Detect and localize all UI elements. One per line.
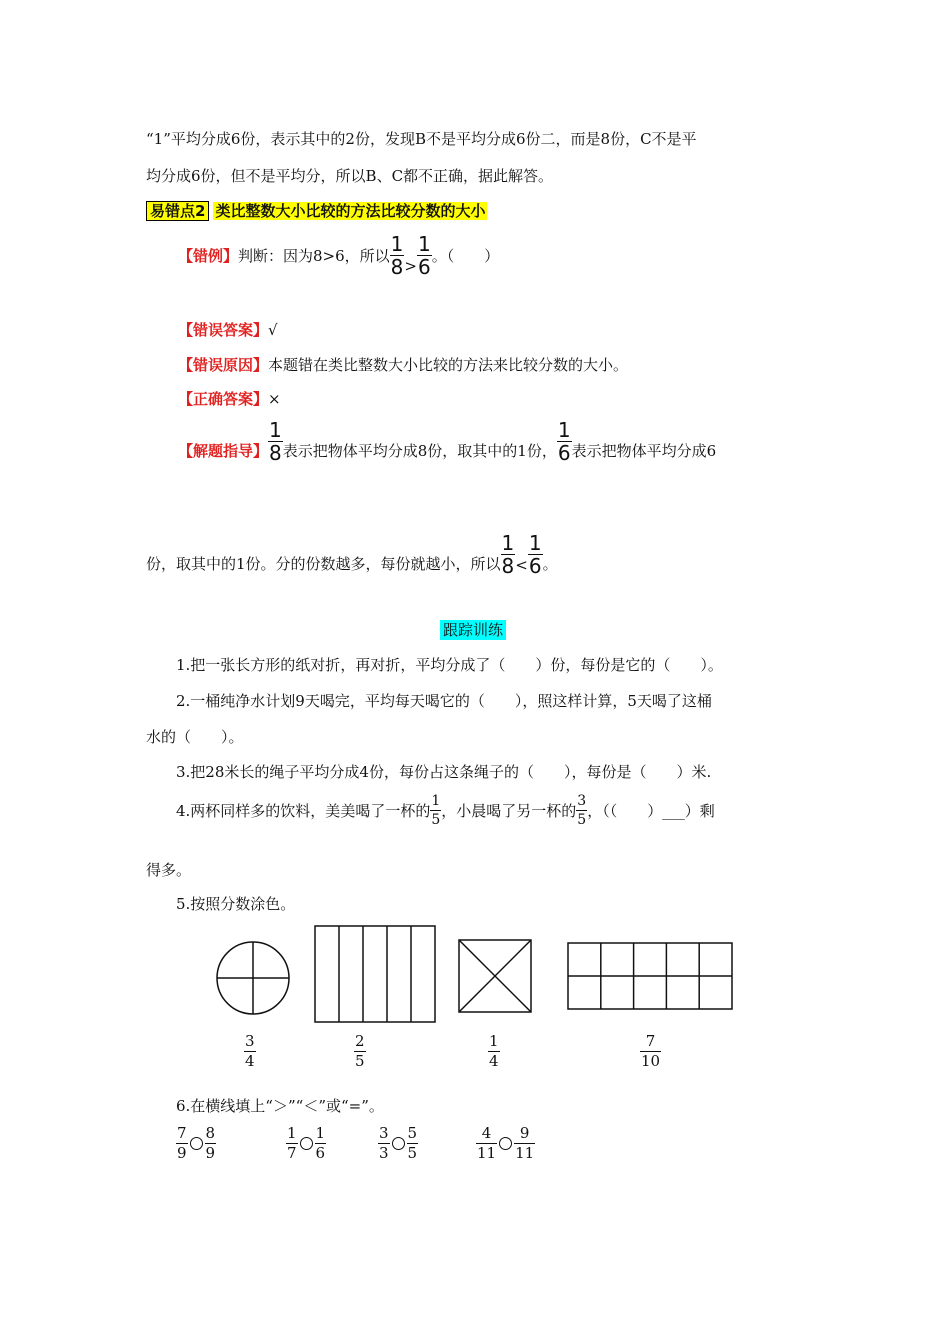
wrong-answer-label: 【错误答案】: [178, 321, 269, 339]
square-diagonals-shape: [458, 939, 532, 1013]
guide-op: <: [515, 556, 528, 574]
example-text-before: 判断：因为8>6，所以: [238, 247, 390, 265]
example-op: >: [404, 257, 417, 275]
example-label: 【错例】: [178, 247, 239, 265]
question-4-text-a: 4.两杯同样多的饮料，美美喝了一杯的: [176, 802, 431, 820]
wrong-reason-label: 【错误原因】: [178, 356, 269, 374]
correct-answer-value: ×: [268, 390, 281, 408]
question-4-text-c: ，（（ ）___）剩: [587, 802, 715, 820]
q6-pair-3[interactable]: $\frac{3}{3}$ $\frac{5}{5}$: [379, 1124, 418, 1162]
guide-row-1: [178, 420, 716, 463]
wrong-answer-row: [178, 319, 278, 340]
question-2-line-1: 2.一桶纯净水计划9天喝完，平均每天喝它的（ ），照这样计算，5天喝了这桶: [176, 692, 712, 710]
q5-frac-2: $\frac{2}{5}$: [355, 1032, 365, 1070]
example-frac-b: $\frac{1}{6}$: [417, 232, 431, 279]
grid-tenths-shape: [567, 942, 733, 1010]
guide-text-2: 表示把物体平均分成6: [571, 442, 717, 460]
q6-pair-2[interactable]: $\frac{1}{7}$ $\frac{1}{6}$: [287, 1124, 326, 1162]
guide-frac-b: $\frac{1}{6}$: [557, 418, 571, 465]
intro-line-1: “1”平均分成6份，表示其中的2份，发现B不是平均分成6份二，而是8份，C不是平: [146, 130, 697, 148]
example-text-after: 。（ ）: [431, 247, 500, 265]
wrong-reason-value: 本题错在类比整数大小比较的方法来比较分数的大小。: [268, 356, 629, 374]
guide-frac-d: $\frac{1}{6}$: [528, 531, 542, 578]
question-4-frac-1: $\frac{1}{5}$: [431, 793, 441, 828]
guide-frac-a: $\frac{1}{8}$: [269, 418, 282, 465]
question-4-line-1: [176, 794, 715, 827]
correct-answer-row: [178, 388, 281, 409]
point2-title: 类比整数大小比较的方法比较分数的大小: [215, 202, 486, 220]
guide-label: 【解题指导】: [178, 442, 269, 460]
training-title: [440, 619, 506, 640]
q6-pair-1[interactable]: $\frac{7}{9}$ $\frac{8}{9}$: [177, 1124, 216, 1162]
wrong-answer-value: √: [268, 321, 278, 339]
circle-quarters-shape: [215, 940, 291, 1016]
guide-text-1: 表示把物体平均分成8份，取其中的1份，: [282, 442, 557, 460]
question-6: 6.在横线填上“＞”“＜”或“=”。: [176, 1097, 384, 1115]
guide-frac-c: $\frac{1}{8}$: [501, 531, 515, 578]
wrong-reason-row: [178, 354, 628, 375]
q6-pair-4[interactable]: $\frac{4}{11}$ $\frac{9}{11}$: [477, 1124, 535, 1162]
compare-circle[interactable]: [190, 1137, 203, 1150]
guide-text-4: 。: [542, 555, 558, 573]
training-title-text: 跟踪训练: [440, 620, 506, 640]
guide-row-2: [146, 533, 558, 576]
compare-circle[interactable]: [300, 1137, 313, 1150]
point2-tag: 易错点2: [146, 201, 209, 221]
guide-text-3: 份，取其中的1份。分的份数越多，每份就越小，所以: [146, 555, 501, 573]
q5-frac-4: $\frac{7}{10}$: [641, 1032, 661, 1070]
correct-answer-label: 【正确答案】: [178, 390, 269, 408]
intro-line-2: 均分成6份，但不是平均分，所以B、C都不正确，据此解答。: [146, 167, 554, 185]
q5-frac-1: $\frac{3}{4}$: [245, 1032, 255, 1070]
question-5: 5.按照分数涂色。: [176, 895, 296, 913]
rect-fifths-shape: [314, 925, 436, 1023]
question-4-text-b: ，小晨喝了另一杯的: [441, 802, 577, 820]
q5-frac-3: $\frac{1}{4}$: [489, 1032, 499, 1070]
question-2-line-2: 水的（ ）。: [146, 728, 244, 746]
question-4-frac-2: $\frac{3}{5}$: [577, 793, 587, 828]
example-row: [178, 234, 499, 277]
question-3: 3.把28米长的绳子平均分成4份，每份占这条绳子的（ ），每份是（ ）米.: [176, 763, 712, 781]
compare-circle[interactable]: [499, 1137, 512, 1150]
point2-heading: [146, 200, 487, 221]
question-4-line-2: 得多。: [146, 861, 192, 879]
compare-circle[interactable]: [392, 1137, 405, 1150]
question-1: 1.把一张长方形的纸对折，再对折，平均分成了（ ）份，每份是它的（ ）。: [176, 656, 723, 674]
example-frac-a: $\frac{1}{8}$: [390, 232, 404, 279]
